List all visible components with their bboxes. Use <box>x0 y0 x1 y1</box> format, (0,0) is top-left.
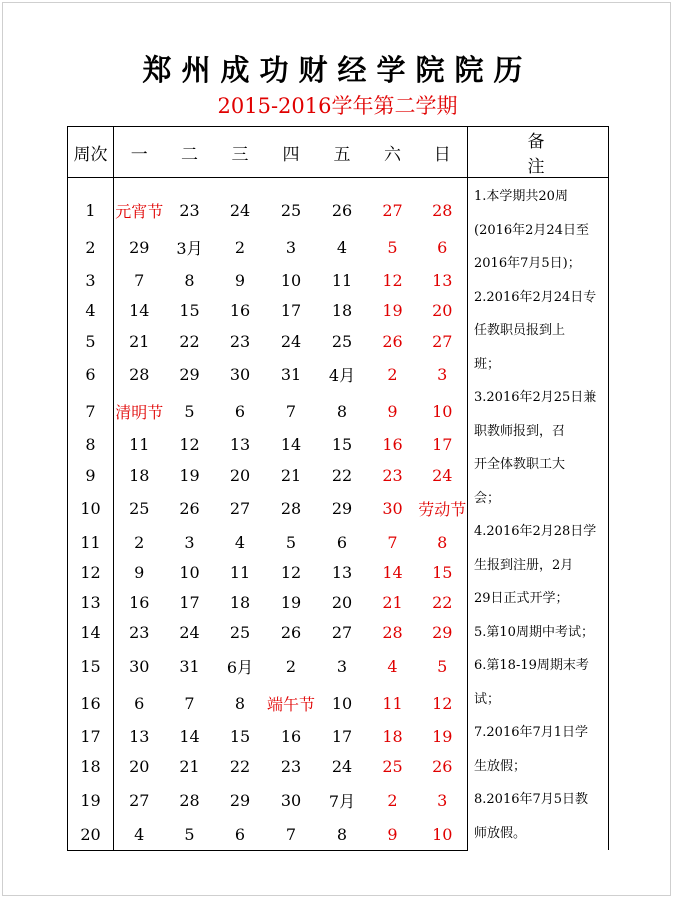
week-number: 4 <box>68 296 114 326</box>
note-line: 生放假； <box>474 758 527 774</box>
day-cell: 4 <box>387 656 398 676</box>
note-line: 师放假。 <box>474 825 527 841</box>
day-cell: 25 <box>382 757 403 777</box>
week-number: 18 <box>68 752 114 782</box>
week-number: 3 <box>68 265 114 295</box>
week-number: 9 <box>68 460 114 490</box>
header-day-fri: 五 <box>317 127 368 178</box>
day-cell: 9 <box>234 271 246 291</box>
day-cell: 27 <box>382 200 403 220</box>
day-cell: 31 <box>280 365 302 385</box>
day-cell: 2 <box>285 656 297 676</box>
day-cell: 6 <box>437 237 448 257</box>
day-cell: 23 <box>229 331 251 351</box>
day-cell: 28 <box>280 499 302 519</box>
day-cell: 15 <box>179 301 200 321</box>
note-line: 5.第10周期中考试； <box>474 624 594 640</box>
header-week: 周次 <box>68 127 114 178</box>
day-cell: 端午节 <box>266 694 315 714</box>
day-cell: 10 <box>179 562 200 582</box>
day-cell: 12 <box>432 693 453 713</box>
day-cell: 8 <box>184 271 195 291</box>
day-cell: 4月 <box>328 366 356 386</box>
week-number: 2 <box>68 229 114 266</box>
day-cell: 22 <box>331 465 353 485</box>
day-cell: 15 <box>432 562 453 582</box>
day-cell: 28 <box>179 790 200 810</box>
note-line: 开全体教职工大 <box>474 457 566 472</box>
note-line: 29日正式开学； <box>474 591 569 606</box>
week-number: 20 <box>68 819 114 850</box>
day-cell: 2 <box>387 365 398 385</box>
note-line: 1.本学期共20周 <box>474 189 568 204</box>
day-cell: 3 <box>336 656 348 676</box>
day-cell: 18 <box>331 301 353 321</box>
note-line: 任教职员报到上 <box>474 323 566 338</box>
day-cell: 22 <box>229 757 251 777</box>
note-line: 4.2016年2月28日学 <box>474 524 597 539</box>
day-cell: 7 <box>184 693 195 713</box>
day-cell: 23 <box>280 757 302 777</box>
day-cell: 25 <box>280 200 302 220</box>
page-title: 郑州成功财经学院院历 <box>142 53 533 87</box>
day-cell: 13 <box>229 435 251 455</box>
day-cell: 24 <box>229 200 251 220</box>
spacer-row <box>68 178 609 193</box>
day-cell: 19 <box>432 727 453 747</box>
day-cell: 7 <box>266 819 317 850</box>
day-cell: 30 <box>229 365 251 385</box>
day-cell: 3 <box>437 365 448 385</box>
day-cell: 21 <box>179 757 200 777</box>
semester-subtitle: 2015-2016学年第二学期 <box>217 94 458 118</box>
header-day-tue: 二 <box>165 127 215 178</box>
day-cell: 28 <box>382 623 403 643</box>
day-cell: 20 <box>129 757 150 777</box>
day-cell: 21 <box>280 465 302 485</box>
note-line: 2016年7月5日)； <box>474 256 581 271</box>
day-cell: 12 <box>280 562 302 582</box>
day-cell: 11 <box>129 435 150 455</box>
note-line: 试； <box>474 691 501 707</box>
day-cell: 11 <box>331 271 353 291</box>
week-number: 12 <box>68 557 114 587</box>
day-cell: 26 <box>179 499 200 519</box>
week-number: 15 <box>68 648 114 685</box>
week-number: 19 <box>68 782 114 819</box>
day-cell: 29 <box>432 623 453 643</box>
day-cell: 12 <box>179 435 200 455</box>
day-cell: 6月 <box>226 657 254 677</box>
note-line: 职教师报到，召 <box>474 423 566 439</box>
day-cell: 16 <box>129 593 150 613</box>
header-notes: 备注 <box>468 127 609 178</box>
week-number: 6 <box>68 356 114 393</box>
day-cell: 27 <box>432 331 453 351</box>
day-cell: 3 <box>184 532 195 552</box>
day-cell: 19 <box>280 593 302 613</box>
day-cell: 18 <box>129 465 150 485</box>
day-cell: 29 <box>179 365 200 385</box>
day-cell: 23 <box>179 200 200 220</box>
day-cell: 24 <box>179 623 200 643</box>
day-cell: 8 <box>317 819 368 850</box>
header-day-sat: 六 <box>368 127 418 178</box>
day-cell: 17 <box>432 435 453 455</box>
day-cell: 2 <box>387 790 398 810</box>
day-cell: 10 <box>432 401 453 421</box>
day-cell: 10 <box>418 819 468 850</box>
day-cell: 29 <box>129 237 150 257</box>
note-line: 会； <box>474 490 501 506</box>
day-cell: 16 <box>280 727 302 747</box>
day-cell: 17 <box>280 301 302 321</box>
day-cell: 17 <box>179 593 200 613</box>
note-line: 6.第18-19周期末考 <box>474 658 589 673</box>
header-day-mon: 一 <box>114 127 165 178</box>
day-cell: 22 <box>432 593 453 613</box>
day-cell: 29 <box>229 790 251 810</box>
day-cell: 25 <box>229 623 251 643</box>
header-day-sun: 日 <box>418 127 468 178</box>
day-cell: 26 <box>432 757 453 777</box>
day-cell: 6 <box>336 532 348 552</box>
day-cell: 23 <box>382 465 403 485</box>
day-cell: 28 <box>432 200 453 220</box>
day-cell: 17 <box>331 727 353 747</box>
day-cell: 4 <box>114 819 165 850</box>
day-cell: 7 <box>387 532 398 552</box>
day-cell: 13 <box>432 271 453 291</box>
day-cell: 19 <box>382 301 403 321</box>
day-cell: 31 <box>179 656 200 676</box>
header-day-thu: 四 <box>266 127 317 178</box>
note-line: 3.2016年2月25日兼 <box>474 390 597 405</box>
note-line: (2016年2月24日至 <box>474 222 589 238</box>
week-number: 13 <box>68 588 114 618</box>
spacer-cell <box>68 178 114 193</box>
day-cell: 14 <box>382 562 403 582</box>
day-cell: 9 <box>368 819 418 850</box>
day-cell: 5 <box>387 237 398 257</box>
day-cell: 劳动节 <box>418 500 467 520</box>
day-cell: 4 <box>234 532 246 552</box>
note-line: 8.2016年7月5日教 <box>474 792 589 807</box>
day-cell: 20 <box>432 301 453 321</box>
day-cell: 22 <box>179 331 200 351</box>
day-cell: 24 <box>432 465 453 485</box>
day-cell: 28 <box>129 365 150 385</box>
day-cell: 25 <box>129 499 150 519</box>
week-number: 16 <box>68 685 114 722</box>
day-cell: 26 <box>382 331 403 351</box>
day-cell: 11 <box>229 562 251 582</box>
day-cell: 9 <box>387 401 398 421</box>
day-cell: 30 <box>129 656 150 676</box>
day-cell: 4 <box>336 237 348 257</box>
academic-calendar-table <box>67 126 609 851</box>
day-cell: 11 <box>382 693 403 713</box>
day-cell: 19 <box>179 465 200 485</box>
day-cell: 5 <box>437 656 448 676</box>
day-cell: 14 <box>179 727 200 747</box>
week-number: 5 <box>68 326 114 356</box>
week-number: 14 <box>68 618 114 648</box>
day-cell: 14 <box>280 435 302 455</box>
day-cell: 2 <box>234 237 246 257</box>
week-number: 10 <box>68 490 114 527</box>
day-cell: 7 <box>134 271 145 291</box>
day-cell: 5 <box>285 532 297 552</box>
day-cell: 27 <box>129 790 150 810</box>
day-cell: 14 <box>129 301 150 321</box>
note-line: 7.2016年7月1日学 <box>474 725 589 740</box>
day-cell: 5 <box>165 819 215 850</box>
day-cell: 24 <box>331 757 353 777</box>
day-cell: 29 <box>331 499 353 519</box>
day-cell: 8 <box>336 401 348 421</box>
week-number: 1 <box>68 192 114 229</box>
week-number: 11 <box>68 527 114 557</box>
header-row <box>68 127 609 178</box>
day-cell: 10 <box>280 271 302 291</box>
day-cell: 13 <box>129 727 150 747</box>
day-cell: 15 <box>331 435 353 455</box>
week-number: 17 <box>68 721 114 751</box>
day-cell: 13 <box>331 562 353 582</box>
day-cell: 18 <box>382 727 403 747</box>
week-number: 8 <box>68 430 114 460</box>
day-cell: 15 <box>229 727 251 747</box>
day-cell: 30 <box>382 499 403 519</box>
day-cell: 20 <box>331 593 353 613</box>
day-cell: 18 <box>229 593 251 613</box>
day-cell: 7 <box>285 401 297 421</box>
day-cell: 21 <box>129 331 150 351</box>
week-number: 7 <box>68 393 114 430</box>
day-cell: 3月 <box>176 238 203 258</box>
day-cell: 21 <box>382 593 403 613</box>
day-cell: 20 <box>229 465 251 485</box>
day-cell: 2 <box>134 532 145 552</box>
day-cell: 26 <box>331 200 353 220</box>
day-cell: 24 <box>280 331 302 351</box>
day-cell: 8 <box>437 532 448 552</box>
day-cell: 6 <box>134 693 145 713</box>
day-cell: 3 <box>285 237 297 257</box>
day-cell: 10 <box>331 693 353 713</box>
day-cell: 8 <box>234 693 246 713</box>
notes-cell <box>468 178 609 851</box>
day-cell: 25 <box>331 331 353 351</box>
note-line: 生报到注册，2月 <box>474 557 574 573</box>
day-cell: 元宵节 <box>115 201 164 221</box>
note-line: 班； <box>474 356 501 372</box>
day-cell: 30 <box>280 790 302 810</box>
day-cell: 6 <box>215 819 266 850</box>
note-line: 2.2016年2月24日专 <box>474 289 597 305</box>
day-cell: 23 <box>129 623 150 643</box>
day-cell: 清明节 <box>115 402 164 422</box>
day-cell: 16 <box>382 435 403 455</box>
day-cell: 6 <box>234 401 246 421</box>
day-cell: 26 <box>280 623 302 643</box>
day-cell: 9 <box>134 562 145 582</box>
day-cell: 5 <box>184 401 195 421</box>
day-cell: 16 <box>229 301 251 321</box>
header-day-wed: 三 <box>215 127 266 178</box>
day-cell: 7月 <box>328 791 356 811</box>
day-cell: 27 <box>229 499 251 519</box>
day-cell: 27 <box>331 623 353 643</box>
day-cell: 12 <box>382 271 403 291</box>
day-cell: 3 <box>437 790 448 810</box>
